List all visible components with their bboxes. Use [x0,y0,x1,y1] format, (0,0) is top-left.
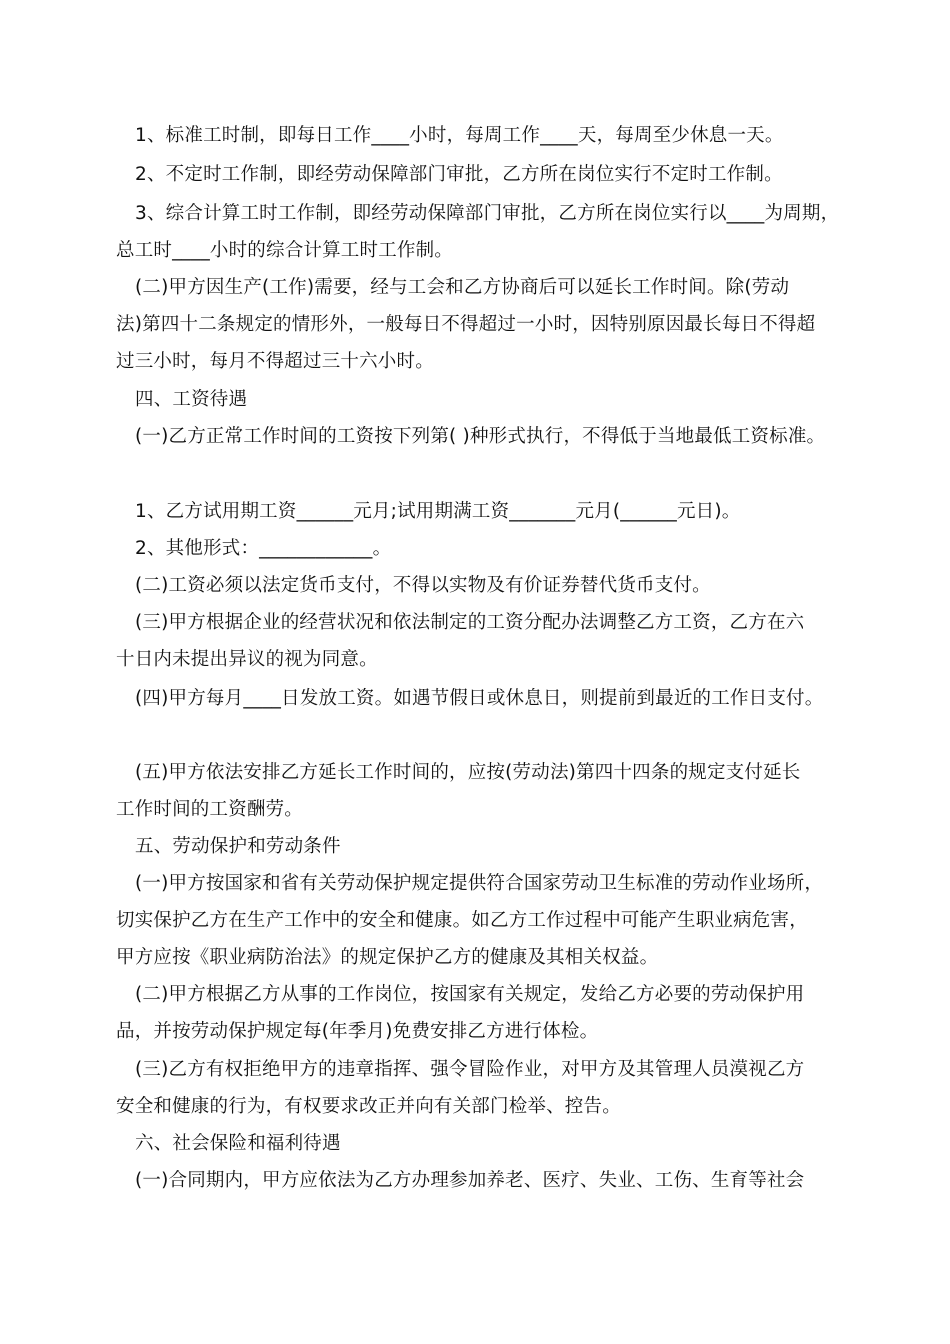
clause-workplace: (一)甲方按国家和省有关劳动保护规定提供符合国家劳动卫生标准的劳动作业场所， [135,873,824,894]
clause-other-forms: 2、其他形式：____________。 [135,538,392,559]
clause-overtime-cont-2: 过三小时，每月不得超过三十六小时。 [116,351,434,372]
clause-refuse-violation-cont: 安全和健康的行为，有权要求改正并向有关部门检举、控告。 [116,1096,621,1117]
clause-protective-equipment: (二)甲方根据乙方从事的工作岗位，按国家有关规定，发给乙方必要的劳动保护用 [135,984,805,1005]
clause-flexible-hours: 2、不定时工作制，即经劳动保障部门审批，乙方所在岗位实行不定时工作制。 [135,164,783,185]
clause-overtime-pay-cont: 工作时间的工资酬劳。 [116,799,304,820]
clause-workplace-cont-1: 切实保护乙方在生产工作中的安全和健康。如乙方工作过程中可能产生职业病危害， [116,910,808,931]
clause-wage-form: (一)乙方正常工作时间的工资按下列第( )种形式执行，不得低于当地最低工资标准。 [135,426,826,447]
clause-wage-adjustment: (三)甲方根据企业的经营状况和依法制定的工资分配办法调整乙方工资，乙方在六 [135,612,805,633]
clause-workplace-cont-2: 甲方应按《职业病防治法》的规定保护乙方的健康及其相关权益。 [116,947,659,968]
clause-standard-hours: 1、标准工时制，即每日工作____小时，每周工作____天，每周至少休息一天。 [135,125,784,146]
clause-overtime-cont-1: 法)第四十二条规定的情形外，一般每日不得超过一小时，因特别原因最长每日不得超 [116,314,816,335]
clause-protective-equipment-cont: 品，并按劳动保护规定每(年季月)免费安排乙方进行体检。 [116,1021,599,1042]
section-heading-protection: 五、劳动保护和劳动条件 [135,836,341,857]
clause-payday: (四)甲方每月____日发放工资。如遇节假日或休息日，则提前到最近的工作日支付。 [135,688,824,709]
clause-probation-wage: 1、乙方试用期工资______元月;试用期满工资_______元月(______元日)。 [135,501,741,522]
clause-refuse-violation: (三)乙方有权拒绝甲方的违章指挥、强令冒险作业，对甲方及其管理人员漠视乙方 [135,1059,805,1080]
clause-social-insurance: (一)合同期内，甲方应依法为乙方办理参加养老、医疗、失业、工伤、生育等社会 [135,1170,805,1191]
clause-comprehensive-hours: 3、综合计算工时工作制，即经劳动保障部门审批，乙方所在岗位实行以____为周期， [135,203,840,224]
clause-overtime-pay: (五)甲方依法安排乙方延长工作时间的，应按(劳动法)第四十四条的规定支付延长 [135,762,801,783]
section-heading-insurance: 六、社会保险和福利待遇 [135,1133,341,1154]
clause-overtime: (二)甲方因生产(工作)需要，经与工会和乙方协商后可以延长工作时间。除(劳动 [135,277,790,298]
clause-legal-currency: (二)工资必须以法定货币支付，不得以实物及有价证券替代货币支付。 [135,575,711,596]
clause-wage-adjustment-cont: 十日内未提出异议的视为同意。 [116,649,378,670]
clause-comprehensive-hours-cont: 总工时____小时的综合计算工时工作制。 [116,240,454,261]
section-heading-wages: 四、工资待遇 [135,389,248,410]
